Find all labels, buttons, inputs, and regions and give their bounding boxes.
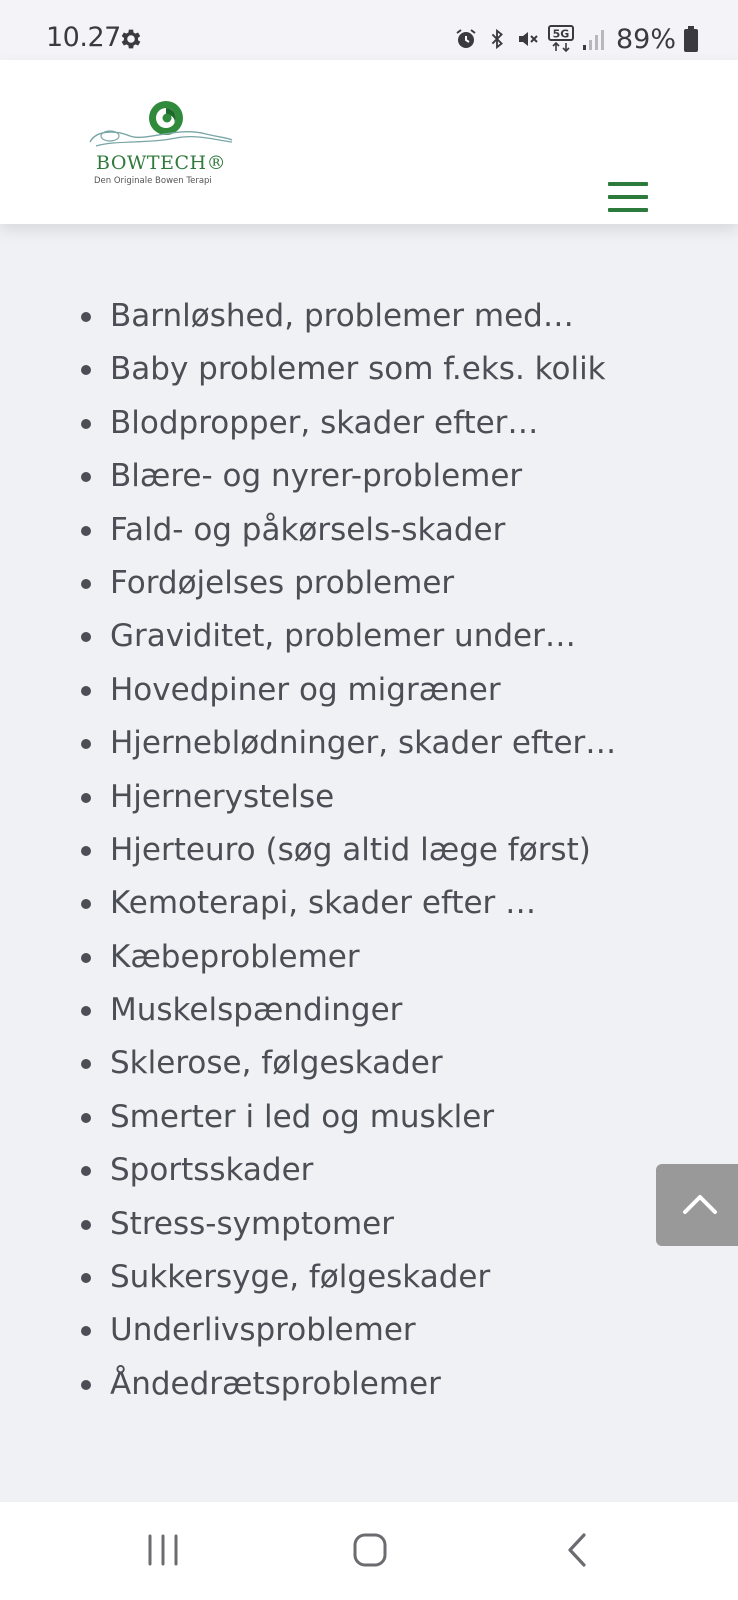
list-item: Hjerneblødninger, skader efter… bbox=[0, 717, 738, 770]
list-item: Blære- og nyrer-problemer bbox=[0, 450, 738, 503]
bowtech-logo[interactable] bbox=[86, 96, 236, 196]
gear-icon bbox=[118, 26, 144, 52]
list-item: Fordøjelses problemer bbox=[0, 557, 738, 610]
conditions-section bbox=[0, 290, 738, 1411]
list-item: Fald- og påkørsels-skader bbox=[0, 504, 738, 557]
list-item: Kæbeproblemer bbox=[0, 931, 738, 984]
hamburger-menu-button[interactable] bbox=[606, 182, 650, 216]
conditions-list bbox=[0, 290, 738, 1411]
list-item: Smerter i led og muskler bbox=[0, 1091, 738, 1144]
home-icon[interactable] bbox=[352, 1532, 388, 1568]
5g-icon bbox=[548, 25, 574, 53]
list-item: Baby problemer som f.eks. kolik bbox=[0, 343, 738, 396]
list-item: Hjernerystelse bbox=[0, 771, 738, 824]
alarm-icon bbox=[454, 27, 478, 51]
list-item: Sklerose, følgeskader bbox=[0, 1037, 738, 1090]
status-icons bbox=[454, 22, 698, 56]
logo-text: BOWTECH® bbox=[96, 152, 227, 174]
list-item: Blodpropper, skader efter… bbox=[0, 397, 738, 450]
battery-icon bbox=[684, 26, 698, 52]
list-item: Hovedpiner og migræner bbox=[0, 664, 738, 717]
battery-percentage: 89% bbox=[615, 23, 676, 55]
back-to-top-button[interactable] bbox=[656, 1164, 738, 1246]
list-item: Sukkersyge, følgeskader bbox=[0, 1251, 738, 1304]
menu-line bbox=[608, 195, 648, 199]
back-icon[interactable] bbox=[564, 1532, 590, 1568]
list-item: Graviditet, problemer under… bbox=[0, 610, 738, 663]
bluetooth-icon bbox=[486, 27, 508, 51]
chevron-up-icon bbox=[682, 1188, 718, 1218]
logo-subtitle: Den Originale Bowen Terapi bbox=[94, 176, 212, 186]
list-item: Stress-symptomer bbox=[0, 1198, 738, 1251]
list-item: Hjerteuro (søg altid læge først) bbox=[0, 824, 738, 877]
menu-line bbox=[608, 208, 648, 212]
list-item: Muskelspændinger bbox=[0, 984, 738, 1037]
status-time: 10.27 bbox=[46, 22, 121, 53]
recents-icon[interactable] bbox=[146, 1532, 180, 1568]
logo-swirl-icon bbox=[86, 96, 236, 156]
site-header bbox=[0, 60, 738, 224]
list-item: Barnløshed, problemer med… bbox=[0, 290, 738, 343]
svg-text:5G: 5G bbox=[552, 27, 570, 41]
list-item: Åndedrætsproblemer bbox=[0, 1358, 738, 1411]
menu-line bbox=[608, 182, 648, 186]
list-item: Kemoterapi, skader efter … bbox=[0, 877, 738, 930]
status-bar bbox=[0, 0, 738, 60]
signal-icon bbox=[582, 27, 604, 51]
list-item: Sportsskader bbox=[0, 1144, 738, 1197]
list-item: Underlivsproblemer bbox=[0, 1304, 738, 1357]
system-nav-bar bbox=[0, 1502, 738, 1600]
mute-icon bbox=[516, 27, 540, 51]
